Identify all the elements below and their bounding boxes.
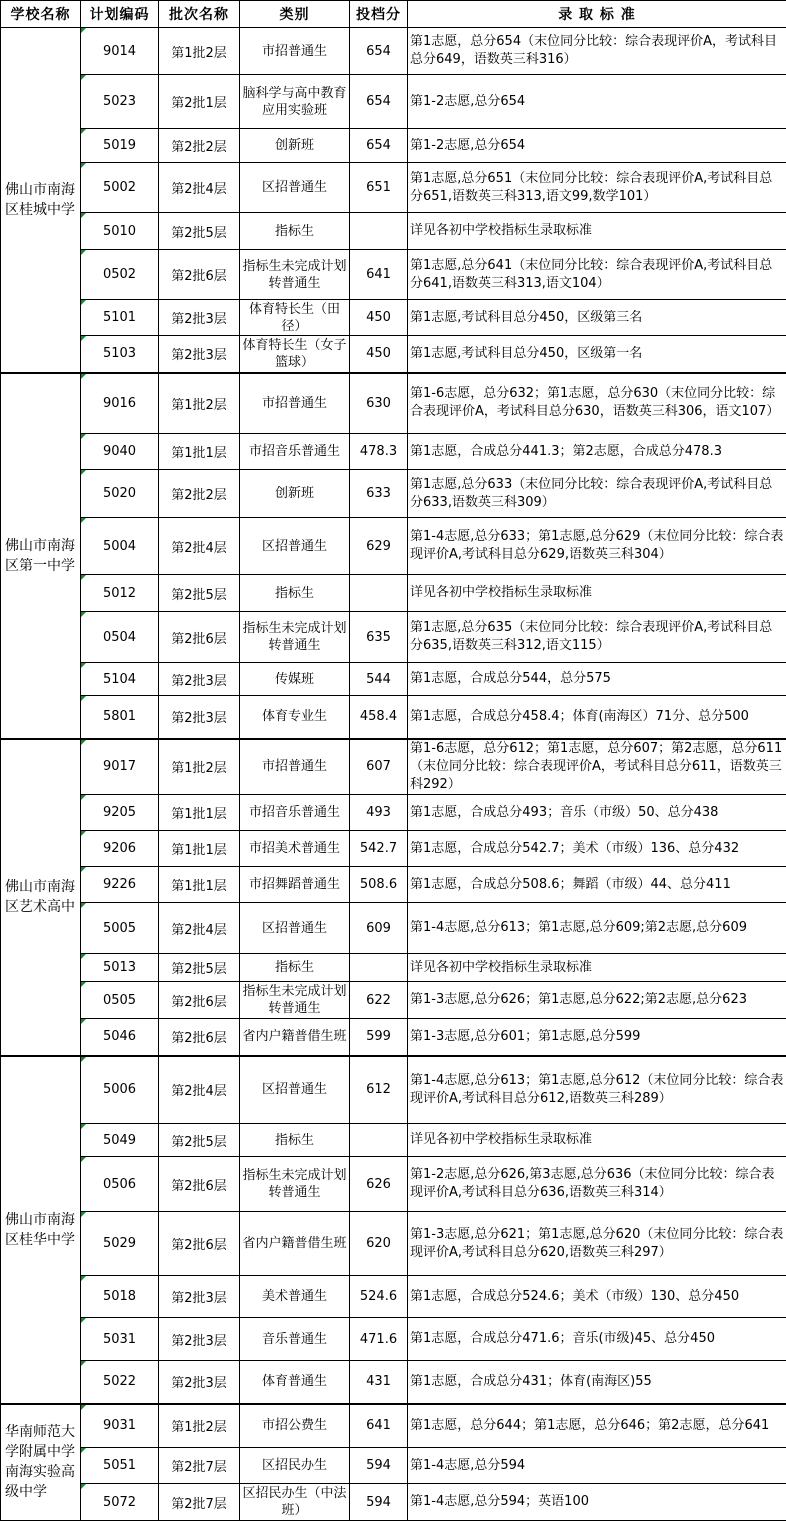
table-row bbox=[1, 696, 786, 739]
plan-code-cell: 5101 bbox=[81, 300, 159, 336]
table-row bbox=[1, 1448, 786, 1484]
score-cell: 626 bbox=[350, 1157, 408, 1212]
table-row bbox=[1, 739, 786, 795]
plan-code-cell: 0506 bbox=[81, 1157, 159, 1212]
category-cell: 指标生 bbox=[240, 954, 350, 982]
category-cell: 美术普通生 bbox=[240, 1276, 350, 1318]
batch-cell: 第1批2层 bbox=[159, 739, 240, 795]
table-row bbox=[1, 75, 786, 129]
table-row bbox=[1, 336, 786, 373]
plan-code-cell: 5010 bbox=[81, 213, 159, 250]
category-cell: 指标生 bbox=[240, 213, 350, 250]
criteria-cell: 第1志愿，合成总分493；音乐（市级）50、总分438 bbox=[408, 795, 786, 831]
criteria-cell: 第1志愿,总分633（末位同分比较：综合表现评价A,考试科目总分633,语数英三科309） bbox=[408, 470, 786, 518]
plan-code-cell: 5049 bbox=[81, 1124, 159, 1157]
score-cell: 493 bbox=[350, 795, 408, 831]
category-cell: 区招民办生（中法班） bbox=[240, 1484, 350, 1521]
batch-cell: 第2批5层 bbox=[159, 1124, 240, 1157]
score-cell: 612 bbox=[350, 1056, 408, 1124]
table-row bbox=[1, 129, 786, 163]
category-cell: 创新班 bbox=[240, 470, 350, 518]
category-cell: 省内户籍普借生班 bbox=[240, 1212, 350, 1276]
criteria-cell: 第1-4志愿,总分613；第1志愿,总分609;第2志愿,总分609 bbox=[408, 903, 786, 954]
category-cell: 指标生 bbox=[240, 1124, 350, 1157]
criteria-cell: 第1志愿,考试科目总分450，区级第三名 bbox=[408, 300, 786, 336]
table-row bbox=[1, 518, 786, 575]
criteria-cell: 第1-4志愿,总分594；英语100 bbox=[408, 1484, 786, 1521]
score-cell: 607 bbox=[350, 739, 408, 795]
col-header-score: 投档分 bbox=[350, 1, 408, 28]
batch-cell: 第2批3层 bbox=[159, 1361, 240, 1404]
criteria-cell: 第1-3志愿,总分601；第1志愿,总分599 bbox=[408, 1019, 786, 1056]
plan-code-cell: 9206 bbox=[81, 831, 159, 867]
table-row bbox=[1, 1484, 786, 1521]
category-cell: 音乐普通生 bbox=[240, 1318, 350, 1361]
score-cell: 641 bbox=[350, 1404, 408, 1448]
plan-code-cell: 0505 bbox=[81, 982, 159, 1019]
table-row bbox=[1, 28, 786, 75]
category-cell: 区招普通生 bbox=[240, 903, 350, 954]
batch-cell: 第1批1层 bbox=[159, 831, 240, 867]
score-cell: 622 bbox=[350, 982, 408, 1019]
plan-code-cell: 5004 bbox=[81, 518, 159, 575]
school-name-cell: 华南师范大学附属中学南海实验高级中学 bbox=[1, 1404, 81, 1521]
school-name-cell: 佛山市南海区桂城中学 bbox=[1, 28, 81, 373]
category-cell: 体育特长生（女子篮球） bbox=[240, 336, 350, 373]
category-cell: 区招普通生 bbox=[240, 1056, 350, 1124]
criteria-cell: 详见各初中学校指标生录取标准 bbox=[408, 954, 786, 982]
batch-cell: 第2批4层 bbox=[159, 163, 240, 213]
category-cell: 市招舞蹈普通生 bbox=[240, 867, 350, 903]
score-cell bbox=[350, 1124, 408, 1157]
table-row bbox=[1, 954, 786, 982]
table-row bbox=[1, 470, 786, 518]
table-body bbox=[1, 28, 786, 1521]
score-cell: 542.7 bbox=[350, 831, 408, 867]
batch-cell: 第2批3层 bbox=[159, 663, 240, 696]
criteria-cell: 第1志愿，总分654（末位同分比较：综合表现评价A，考试科目总分649，语数英三科316） bbox=[408, 28, 786, 75]
criteria-cell: 第1-2志愿,总分626,第3志愿,总分636（末位同分比较：综合表现评价A,考试科目总分636,语数英三科314） bbox=[408, 1157, 786, 1212]
category-cell: 体育专业生 bbox=[240, 696, 350, 739]
batch-cell: 第2批6层 bbox=[159, 250, 240, 300]
score-cell bbox=[350, 575, 408, 612]
table-row bbox=[1, 373, 786, 434]
table-row bbox=[1, 795, 786, 831]
score-cell: 458.4 bbox=[350, 696, 408, 739]
score-cell: 641 bbox=[350, 250, 408, 300]
table-row bbox=[1, 213, 786, 250]
table-row bbox=[1, 575, 786, 612]
category-cell: 体育特长生（田径） bbox=[240, 300, 350, 336]
table-row bbox=[1, 1318, 786, 1361]
criteria-cell: 第1-4志愿,总分613；第1志愿,总分612（末位同分比较：综合表现评价A,考试科目总分612,语数英三科289） bbox=[408, 1056, 786, 1124]
plan-code-cell: 9016 bbox=[81, 373, 159, 434]
plan-code-cell: 9017 bbox=[81, 739, 159, 795]
table-row bbox=[1, 163, 786, 213]
score-cell: 471.6 bbox=[350, 1318, 408, 1361]
score-cell: 594 bbox=[350, 1448, 408, 1484]
score-cell: 594 bbox=[350, 1484, 408, 1521]
plan-code-cell: 5019 bbox=[81, 129, 159, 163]
category-cell: 市招美术普通生 bbox=[240, 831, 350, 867]
criteria-cell: 详见各初中学校指标生录取标准 bbox=[408, 575, 786, 612]
plan-code-cell: 5046 bbox=[81, 1019, 159, 1056]
category-cell: 体育普通生 bbox=[240, 1361, 350, 1404]
category-cell: 市招音乐普通生 bbox=[240, 434, 350, 470]
criteria-cell: 第1志愿，合成总分471.6；音乐(市级)45、总分450 bbox=[408, 1318, 786, 1361]
score-cell: 620 bbox=[350, 1212, 408, 1276]
score-cell: 609 bbox=[350, 903, 408, 954]
batch-cell: 第2批3层 bbox=[159, 696, 240, 739]
table-row bbox=[1, 1361, 786, 1404]
school-name-cell: 佛山市南海区桂华中学 bbox=[1, 1056, 81, 1404]
plan-code-cell: 5005 bbox=[81, 903, 159, 954]
table-row bbox=[1, 663, 786, 696]
col-header-code: 计划编码 bbox=[81, 1, 159, 28]
plan-code-cell: 9031 bbox=[81, 1404, 159, 1448]
category-cell: 脑科学与高中教育应用实验班 bbox=[240, 75, 350, 129]
criteria-cell: 详见各初中学校指标生录取标准 bbox=[408, 213, 786, 250]
plan-code-cell: 9205 bbox=[81, 795, 159, 831]
plan-code-cell: 5020 bbox=[81, 470, 159, 518]
plan-code-cell: 5031 bbox=[81, 1318, 159, 1361]
batch-cell: 第1批1层 bbox=[159, 434, 240, 470]
score-cell: 599 bbox=[350, 1019, 408, 1056]
batch-cell: 第2批4层 bbox=[159, 518, 240, 575]
plan-code-cell: 5801 bbox=[81, 696, 159, 739]
score-cell: 654 bbox=[350, 28, 408, 75]
table-row bbox=[1, 1019, 786, 1056]
batch-cell: 第1批1层 bbox=[159, 867, 240, 903]
header-row bbox=[1, 1, 786, 28]
criteria-cell: 详见各初中学校指标生录取标准 bbox=[408, 1124, 786, 1157]
table-row bbox=[1, 434, 786, 470]
criteria-cell: 第1志愿,总分635（末位同分比较：综合表现评价A,考试科目总分635,语数英三科312,语文115） bbox=[408, 612, 786, 663]
col-header-school: 学校名称 bbox=[1, 1, 81, 28]
criteria-cell: 第1志愿，合成总分441.3；第2志愿，合成总分478.3 bbox=[408, 434, 786, 470]
category-cell: 区招普通生 bbox=[240, 163, 350, 213]
plan-code-cell: 9226 bbox=[81, 867, 159, 903]
table-row bbox=[1, 612, 786, 663]
score-cell: 508.6 bbox=[350, 867, 408, 903]
plan-code-cell: 5029 bbox=[81, 1212, 159, 1276]
criteria-cell: 第1-2志愿,总分654 bbox=[408, 75, 786, 129]
plan-code-cell: 5051 bbox=[81, 1448, 159, 1484]
table-row bbox=[1, 831, 786, 867]
table-row bbox=[1, 903, 786, 954]
plan-code-cell: 5072 bbox=[81, 1484, 159, 1521]
batch-cell: 第2批4层 bbox=[159, 1056, 240, 1124]
criteria-cell: 第1-4志愿,总分594 bbox=[408, 1448, 786, 1484]
score-cell: 633 bbox=[350, 470, 408, 518]
score-cell: 635 bbox=[350, 612, 408, 663]
col-header-criteria: 录 取 标 准 bbox=[408, 1, 786, 28]
batch-cell: 第2批3层 bbox=[159, 300, 240, 336]
criteria-cell: 第1-3志愿,总分621；第1志愿,总分620（末位同分比较：综合表现评价A,考试科目总分620,语数英三科297） bbox=[408, 1212, 786, 1276]
score-cell: 450 bbox=[350, 336, 408, 373]
plan-code-cell: 0502 bbox=[81, 250, 159, 300]
table-row bbox=[1, 1124, 786, 1157]
category-cell: 市招普通生 bbox=[240, 739, 350, 795]
plan-code-cell: 0504 bbox=[81, 612, 159, 663]
plan-code-cell: 5022 bbox=[81, 1361, 159, 1404]
score-cell: 654 bbox=[350, 129, 408, 163]
criteria-cell: 第1志愿,考试科目总分450，区级第一名 bbox=[408, 336, 786, 373]
batch-cell: 第2批7层 bbox=[159, 1484, 240, 1521]
table-row bbox=[1, 250, 786, 300]
criteria-cell: 第1志愿，总分644；第1志愿，总分646；第2志愿，总分641 bbox=[408, 1404, 786, 1448]
category-cell: 传媒班 bbox=[240, 663, 350, 696]
category-cell: 市招音乐普通生 bbox=[240, 795, 350, 831]
category-cell: 区招普通生 bbox=[240, 518, 350, 575]
batch-cell: 第1批2层 bbox=[159, 28, 240, 75]
batch-cell: 第2批3层 bbox=[159, 1318, 240, 1361]
col-header-category: 类别 bbox=[240, 1, 350, 28]
category-cell: 创新班 bbox=[240, 129, 350, 163]
category-cell: 指标生未完成计划转普通生 bbox=[240, 612, 350, 663]
score-cell: 630 bbox=[350, 373, 408, 434]
school-name-cell: 佛山市南海区第一中学 bbox=[1, 373, 81, 739]
batch-cell: 第2批5层 bbox=[159, 575, 240, 612]
criteria-cell: 第1-6志愿，总分632；第1志愿，总分630（末位同分比较：综合表现评价A，考试科目总分630，语数英三科306，语文107） bbox=[408, 373, 786, 434]
score-cell: 478.3 bbox=[350, 434, 408, 470]
criteria-cell: 第1志愿，合成总分458.4；体育(南海区）71分、总分500 bbox=[408, 696, 786, 739]
score-cell: 544 bbox=[350, 663, 408, 696]
batch-cell: 第2批6层 bbox=[159, 612, 240, 663]
plan-code-cell: 5012 bbox=[81, 575, 159, 612]
batch-cell: 第2批2层 bbox=[159, 470, 240, 518]
batch-cell: 第2批7层 bbox=[159, 1448, 240, 1484]
batch-cell: 第1批2层 bbox=[159, 1404, 240, 1448]
table-row bbox=[1, 300, 786, 336]
category-cell: 指标生 bbox=[240, 575, 350, 612]
score-cell bbox=[350, 213, 408, 250]
plan-code-cell: 5013 bbox=[81, 954, 159, 982]
table-row bbox=[1, 1404, 786, 1448]
batch-cell: 第2批2层 bbox=[159, 129, 240, 163]
batch-cell: 第2批5层 bbox=[159, 954, 240, 982]
table-row bbox=[1, 1276, 786, 1318]
plan-code-cell: 9014 bbox=[81, 28, 159, 75]
score-cell: 450 bbox=[350, 300, 408, 336]
criteria-cell: 第1志愿，合成总分524.6；美术（市级）130、总分450 bbox=[408, 1276, 786, 1318]
batch-cell: 第2批5层 bbox=[159, 213, 240, 250]
plan-code-cell: 9040 bbox=[81, 434, 159, 470]
table-row bbox=[1, 982, 786, 1019]
category-cell: 指标生未完成计划转普通生 bbox=[240, 250, 350, 300]
criteria-cell: 第1志愿,总分651（末位同分比较：综合表现评价A,考试科目总分651,语数英三科313,语文99,数学101） bbox=[408, 163, 786, 213]
plan-code-cell: 5002 bbox=[81, 163, 159, 213]
plan-code-cell: 5018 bbox=[81, 1276, 159, 1318]
table-row bbox=[1, 1157, 786, 1212]
criteria-cell: 第1志愿,总分641（末位同分比较：综合表现评价A,考试科目总分641,语数英三科313,语文104） bbox=[408, 250, 786, 300]
category-cell: 区招民办生 bbox=[240, 1448, 350, 1484]
criteria-cell: 第1-3志愿,总分626；第1志愿,总分622;第2志愿,总分623 bbox=[408, 982, 786, 1019]
category-cell: 市招公费生 bbox=[240, 1404, 350, 1448]
score-cell bbox=[350, 954, 408, 982]
category-cell: 市招普通生 bbox=[240, 373, 350, 434]
criteria-cell: 第1-6志愿，总分612；第1志愿，总分607；第2志愿，总分611（末位同分比较：综合表现评价A，考试科目总分611，语数英三科292） bbox=[408, 739, 786, 795]
criteria-cell: 第1志愿，合成总分544，总分575 bbox=[408, 663, 786, 696]
batch-cell: 第2批3层 bbox=[159, 1276, 240, 1318]
score-cell: 629 bbox=[350, 518, 408, 575]
criteria-cell: 第1-4志愿,总分633；第1志愿,总分629（末位同分比较：综合表现评价A,考试科目总分629,语数英三科304） bbox=[408, 518, 786, 575]
category-cell: 指标生未完成计划转普通生 bbox=[240, 982, 350, 1019]
batch-cell: 第2批6层 bbox=[159, 982, 240, 1019]
category-cell: 省内户籍普借生班 bbox=[240, 1019, 350, 1056]
table-row bbox=[1, 1056, 786, 1124]
batch-cell: 第2批6层 bbox=[159, 1157, 240, 1212]
plan-code-cell: 5006 bbox=[81, 1056, 159, 1124]
plan-code-cell: 5023 bbox=[81, 75, 159, 129]
score-cell: 651 bbox=[350, 163, 408, 213]
batch-cell: 第1批2层 bbox=[159, 373, 240, 434]
batch-cell: 第1批1层 bbox=[159, 795, 240, 831]
category-cell: 指标生未完成计划转普通生 bbox=[240, 1157, 350, 1212]
score-cell: 431 bbox=[350, 1361, 408, 1404]
batch-cell: 第2批6层 bbox=[159, 1019, 240, 1056]
col-header-batch: 批次名称 bbox=[159, 1, 240, 28]
criteria-cell: 第1-2志愿,总分654 bbox=[408, 129, 786, 163]
plan-code-cell: 5103 bbox=[81, 336, 159, 373]
batch-cell: 第2批6层 bbox=[159, 1212, 240, 1276]
score-cell: 654 bbox=[350, 75, 408, 129]
batch-cell: 第2批1层 bbox=[159, 75, 240, 129]
plan-code-cell: 5104 bbox=[81, 663, 159, 696]
category-cell: 市招普通生 bbox=[240, 28, 350, 75]
criteria-cell: 第1志愿，合成总分431；体育(南海区)55 bbox=[408, 1361, 786, 1404]
school-name-cell: 佛山市南海区艺术高中 bbox=[1, 739, 81, 1056]
score-cell: 524.6 bbox=[350, 1276, 408, 1318]
criteria-cell: 第1志愿，合成总分542.7；美术（市级）136、总分432 bbox=[408, 831, 786, 867]
table-row bbox=[1, 1212, 786, 1276]
batch-cell: 第2批3层 bbox=[159, 336, 240, 373]
table-row bbox=[1, 867, 786, 903]
batch-cell: 第2批4层 bbox=[159, 903, 240, 954]
criteria-cell: 第1志愿，合成总分508.6；舞蹈（市级）44、总分411 bbox=[408, 867, 786, 903]
